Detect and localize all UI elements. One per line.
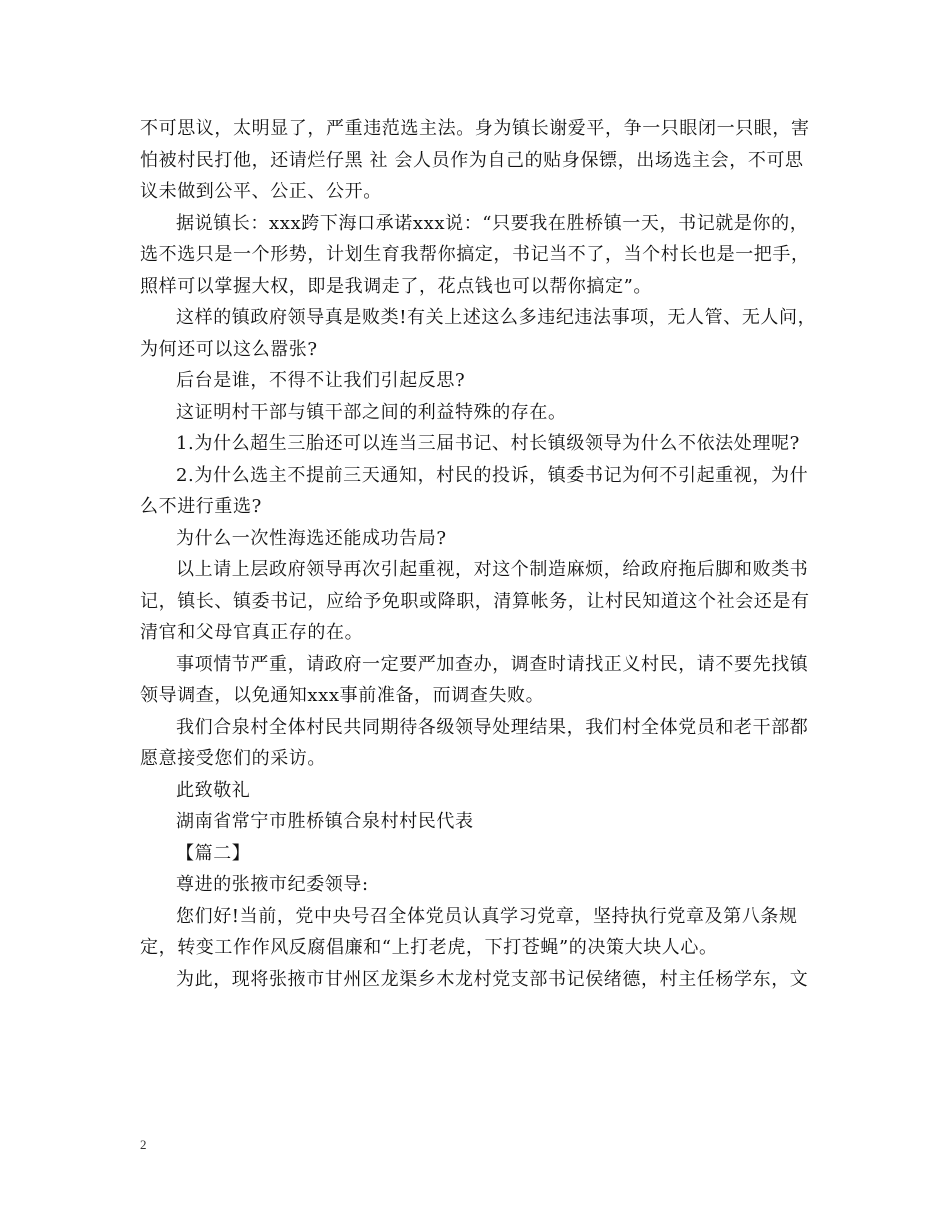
page-number: 2 (140, 1137, 147, 1152)
paragraph: 以上请上层政府领导再次引起重视，对这个制造麻烦，给政府拖后脚和败类书记，镇长、镇委书记，应给予免职或降职，清算帐务，让村民知道这个社会还是有清官和父母官真正存的在。 (140, 559, 810, 643)
paragraph: 据说镇长：xxx跨下海口承诺xxx说：“只要我在胜桥镇一天，书记就是你的，选不选只是一个形势，计划生育我帮你搞定，书记当不了，当个村长也是一把手，照样可以掌握大权，即是我调走了，花点钱也可以帮你搞定”。 (140, 212, 810, 297)
paragraph: 后台是谁，不得不让我们引起反思? (176, 370, 466, 391)
paragraph: 事项情节严重，请政府一定要严加查办，调查时请找正义村民，请不要先找镇领导调查，以免通知xxx事前准备，而调查失败。 (140, 653, 809, 706)
paragraph: 这证明村干部与镇干部之间的利益特殊的存在。 (176, 401, 567, 423)
paragraph: 【篇二】 (176, 842, 251, 864)
paragraph: 您们好!当前，党中央号召全体党员认真学习党章，坚持执行党章及第八条规定，转变工作作风反腐倡廉和“上打老虎，下打苍蝇”的决策大块人心。 (140, 905, 798, 958)
document-body (140, 113, 820, 995)
paragraph: 为此，现将张掖市甘州区龙渠乡木龙村党支部书记侯绪德，村主任杨学东，文 (176, 968, 809, 990)
paragraph: 为什么一次性海选还能成功告局? (176, 527, 447, 549)
paragraph: 尊进的张掖市纪委领导: (176, 874, 369, 895)
paragraph: 此致敬礼 (176, 779, 251, 801)
paragraph: 湖南省常宁市胜桥镇合泉村村民代表 (176, 811, 474, 832)
paragraph: 我们合泉村全体村民共同期待各级领导处理结果，我们村全体党员和老干部都愿意接受您们的采访。 (140, 716, 809, 769)
paragraph: 这样的镇政府领导真是败类!有关上述这么多违纪违法事项，无人管、无人问，为何还可以这么嚣张? (140, 307, 817, 360)
paragraph: 1.为什么超生三胎还可以连当三届书记、村长镇级领导为什么不依法处理呢? (176, 433, 800, 454)
paragraph: 不可思议，太明显了，严重违范选主法。身为镇长谢爱平，争一只眼闭一只眼，害怕被村民打他，还请烂仔黑 社 会人员作为自己的贴身保镖，出场选主会，不可思议未做到公平、公正、公开。 (140, 118, 810, 202)
paragraph: 2.为什么选主不提前三天通知，村民的投诉，镇委书记为何不引起重视，为什么不进行重选? (140, 464, 809, 517)
